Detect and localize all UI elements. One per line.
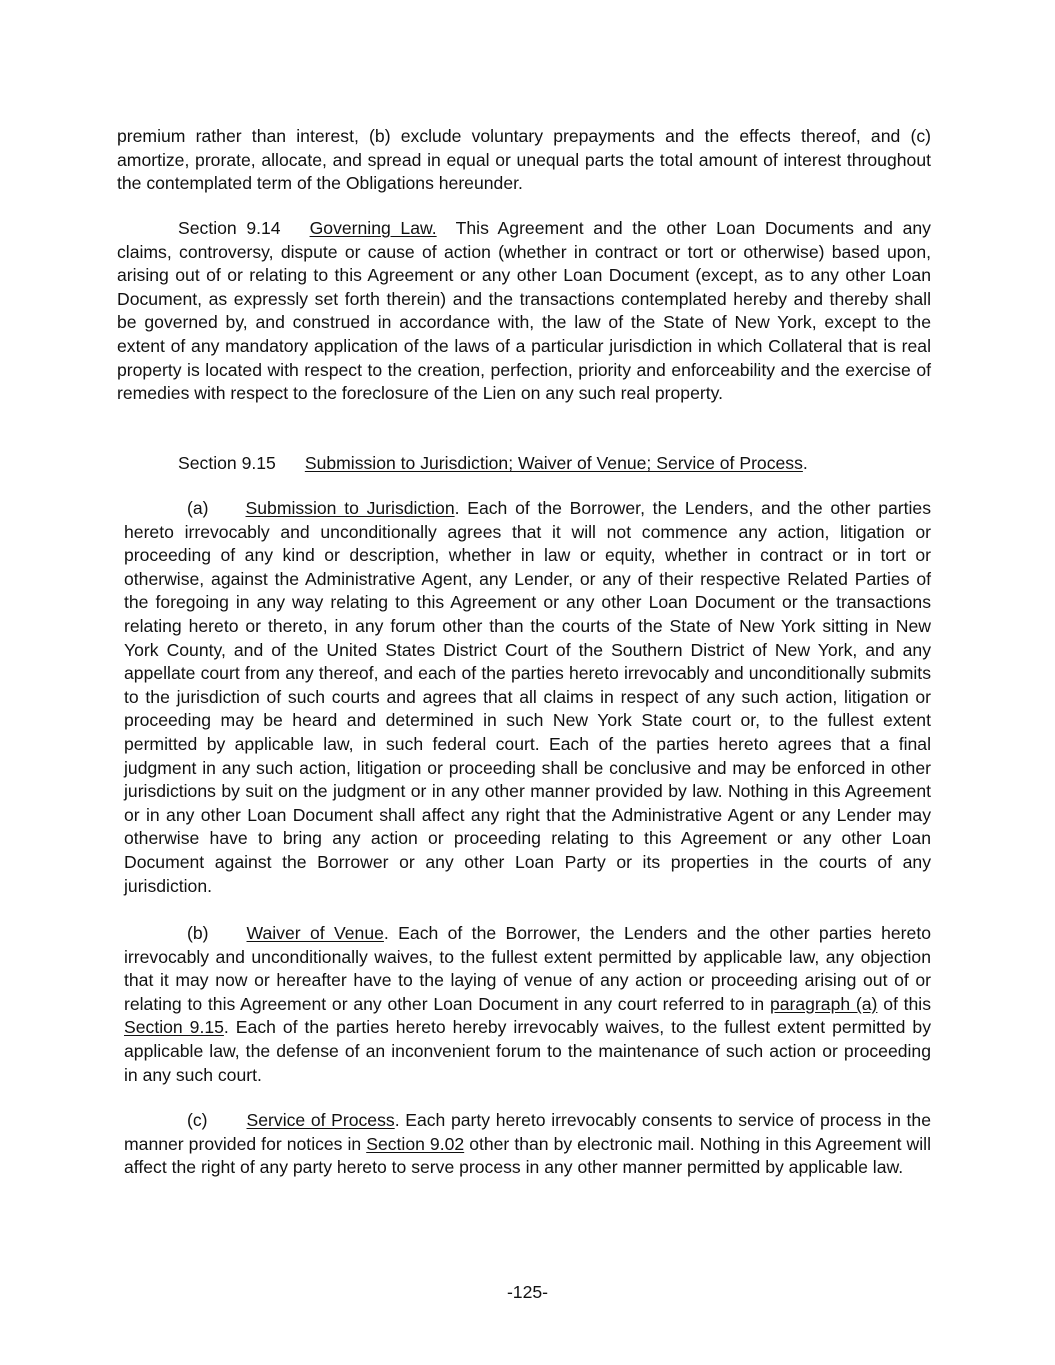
intro-paragraph-text: premium rather than interest, (b) exclude voluntary prepayments and the effects thereof, and (c) amortize, prorate, allocate, and spread in equal or unequal parts the total amount of interest throughout the contemplated term of the Obligations hereunder. [117, 126, 931, 194]
clause-b-paragraph [124, 922, 931, 1087]
clause-a-body: . Each of the Borrower, the Lenders, and the other parties hereto irrevocably and unconditionally agrees that it will not commence any action, litigation or proceeding of any kind or description, whether in law or equity, whether in contract or in tort or otherwise, against the Administrative Agent, any Lender, or any of their respective Related Parties of the foregoing in any way relating to this Agreement or any other Loan Document or the transactions relating hereto or thereto, in any forum other than the courts of the State of New York sitting in New York County, and of the United States District Court of the Southern District of New York, and any appellate court from any thereof, and each of the parties hereto irrevocably and unconditionally submits to the jurisdiction of such courts and agrees that all claims in respect of any such action, litigation or proceeding may be heard and determined in such New York State court or, to the fullest extent permitted by applicable law, in such federal court. Each of the parties hereto agrees that a final judgment in any such action, litigation or proceeding shall be conclusive and may be enforced in other jurisdictions by suit on the judgment or in any other manner provided by law. Nothing in this Agreement or in any other Loan Document shall affect any right that the Administrative Agent or any Lender may otherwise have to bring any action or proceeding relating to this Agreement or any other Loan Document against the Borrower or any other Loan Party or its properties in the courts of any jurisdiction. [124, 498, 931, 896]
clause-b-section-9-15-reference: Section 9.15 [124, 1017, 224, 1038]
clause-c-label: (c) [187, 1110, 208, 1130]
clause-a-heading: Submission to Jurisdiction [245, 498, 455, 518]
section-9-14-number: Section 9.14 [178, 218, 281, 238]
section-9-15-number: Section 9.15 [178, 453, 276, 473]
clause-c-heading: Service of Process [246, 1110, 395, 1130]
clause-b-label: (b) [187, 923, 209, 943]
clause-a-paragraph [124, 497, 931, 898]
clause-c-body-2: other than by electronic mail. Nothing in this Agreement will affect the right of any party hereto to serve process in any other manner permitted by applicable law. [124, 1133, 931, 1178]
section-9-15-heading: Submission to Jurisdiction; Waiver of Venue; Service of Process [304, 453, 803, 473]
section-9-15-heading-line [117, 452, 931, 476]
page-number: -125- [506, 1282, 549, 1302]
clause-c-section-9-02-reference: Section 9.02 [366, 1133, 465, 1154]
section-9-14-heading: Governing Law. [309, 218, 437, 238]
clause-b-body-2: of this [877, 993, 932, 1014]
clause-c-body-1: . Each party hereto irrevocably consents to service of process in the manner provided for notices in [124, 1110, 931, 1154]
clause-b-body-1: . Each of the Borrower, the Lenders and the other parties hereto irrevocably and unconditionally waives, to the fullest extent permitted by applicable law, any objection that it may now or hereafter have to the laying of venue of any action or proceeding arising out of or relating to this Agreement or any other Loan Document in any court referred to in [124, 923, 931, 1014]
intro-paragraph [117, 125, 931, 196]
section-9-14-body: This Agreement and the other Loan Documents and any claims, controversy, dispute or cause of action (whether in contract or tort or otherwise) based upon, arising out of or relating to this Agreement or any other Loan Document (except, as to any other Loan Document, as expressly set forth therein) and the transactions contemplated hereby and thereby shall be governed by, and construed in accordance with, the law of the State of New York, except to the extent of any mandatory application of the laws of a particular jurisdiction in which Collateral that is real property is located with respect to the creation, perfection, priority and enforceability and the exercise of remedies with respect to the foreclosure of the Lien on any such real property. [117, 218, 931, 404]
clause-b-heading: Waiver of Venue [246, 923, 384, 943]
clause-a-label: (a) [187, 498, 209, 518]
section-9-14-paragraph [117, 217, 931, 406]
clause-b-body-3: . Each of the parties hereto hereby irrevocably waives, to the fullest extent permitted by applicable law, the defense of an inconvenient forum to the maintenance of such action or proceeding in any such court. [124, 1017, 931, 1085]
section-9-15-heading-period: . [802, 453, 808, 473]
clause-b-paragraph-a-reference: paragraph (a) [769, 993, 878, 1014]
clause-c-paragraph [124, 1109, 931, 1180]
